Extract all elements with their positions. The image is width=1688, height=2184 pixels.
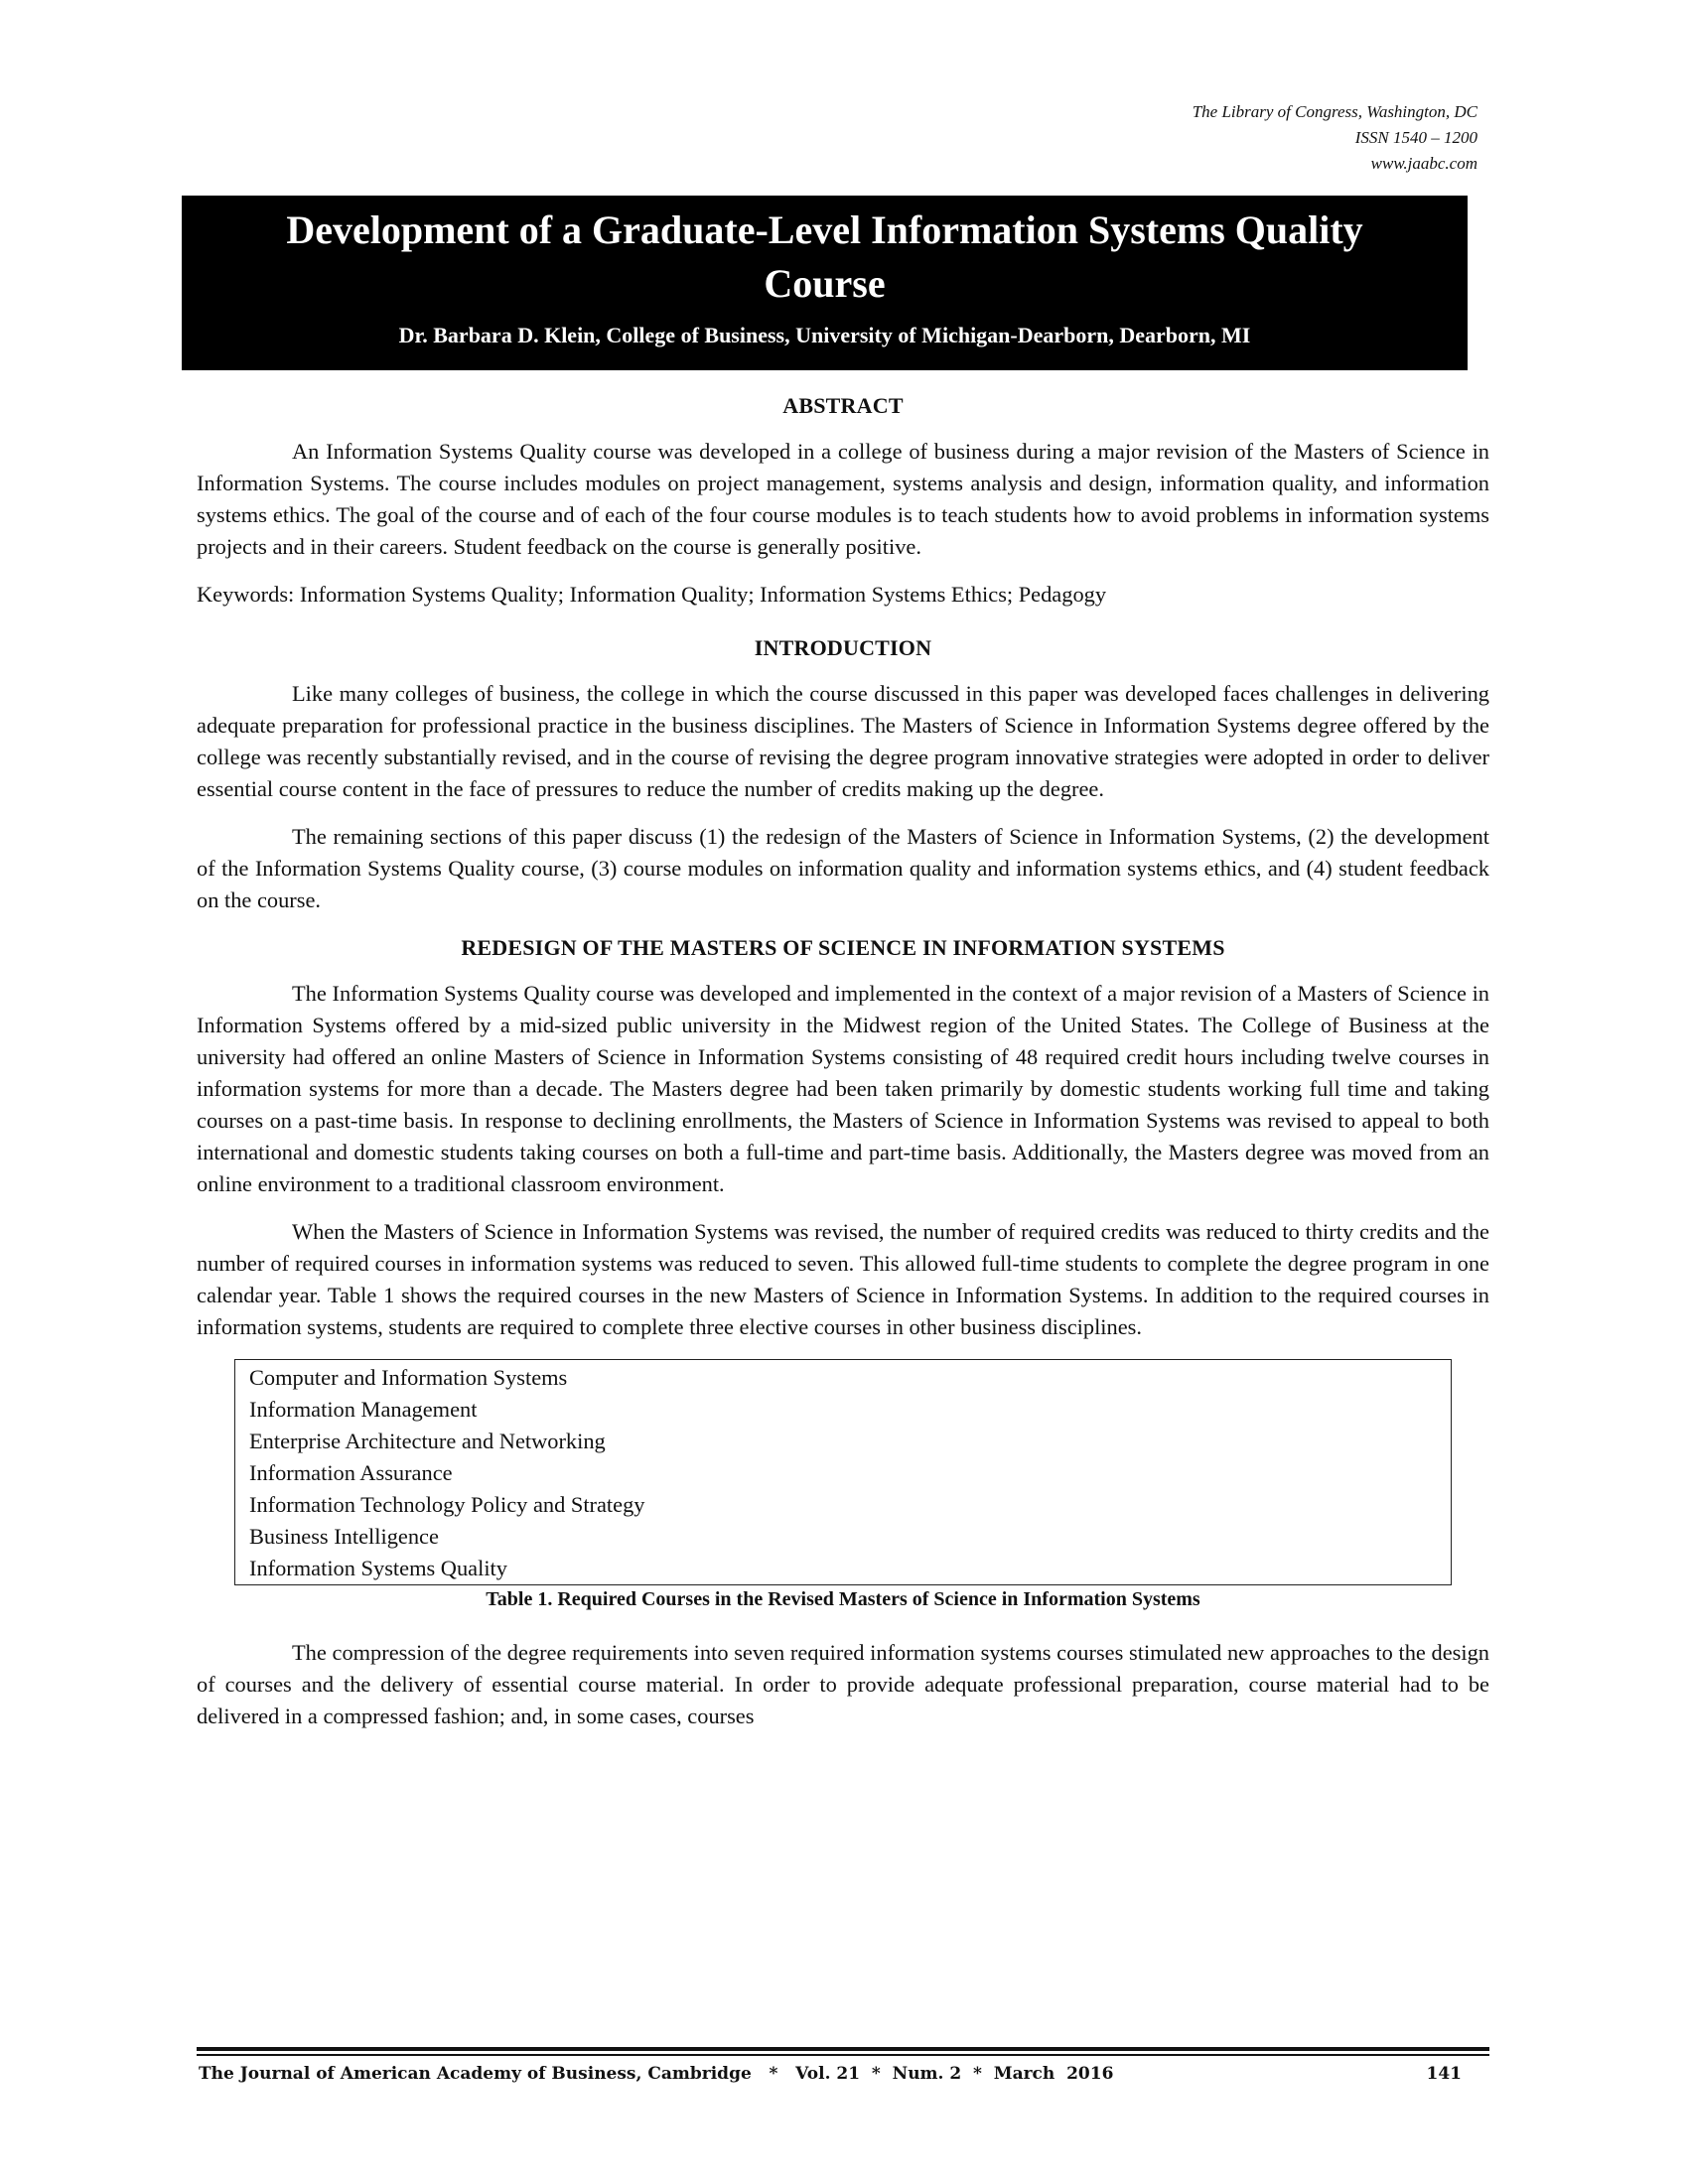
abstract-heading: ABSTRACT [782, 393, 904, 418]
footer-rule-thin [197, 2054, 1489, 2056]
introduction-heading: INTRODUCTION [754, 635, 932, 660]
header-info [1193, 99, 1477, 177]
title-block [182, 196, 1468, 370]
redesign-heading: REDESIGN OF THE MASTERS OF SCIENCE IN INFORMATION SYSTEMS [461, 935, 1225, 960]
footer-journal: The Journal of American Academy of Business, Cambridge * Vol. 21 * Num. 2 * March 2016 [199, 2064, 1114, 2084]
required-courses-table [234, 1359, 1452, 1585]
course-item: Information Systems Quality [249, 1556, 507, 1580]
redesign-paragraph-3: The compression of the degree requirements into seven required information systems courses stimulated new approaches to the design of courses and the delivery of essential course material. In order to provide adequate professional preparation, course material had to be delivered in a compressed fashion; and, in some cases, courses [197, 1640, 1489, 1728]
header-library: The Library of Congress, Washington, DC [1192, 102, 1477, 121]
keywords: Keywords: Information Systems Quality; Information Quality; Information Systems Ethics; Pedagogy [197, 582, 1107, 607]
footer-rule-thick [197, 2047, 1489, 2051]
article-body [197, 390, 1489, 1748]
footer [199, 2064, 1462, 2084]
course-item: Computer and Information Systems [249, 1365, 568, 1390]
page-number: 141 [1426, 2064, 1462, 2084]
author-line: Dr. Barbara D. Klein, College of Business, University of Michigan-Dearborn, Dearborn, MI [398, 323, 1251, 347]
table-caption: Table 1. Required Courses in the Revised Masters of Science in Information Systems [486, 1588, 1200, 1610]
paper-title: Development of a Graduate-Level Information Systems Quality Course [286, 207, 1363, 306]
course-item: Information Technology Policy and Strategy [249, 1492, 645, 1517]
introduction-paragraph-2: The remaining sections of this paper discuss (1) the redesign of the Masters of Science in Information Systems, (2) the development of the Information Systems Quality course, (3) course modules on information quality and information systems ethics, and (4) student feedback on the course. [197, 824, 1489, 912]
introduction-paragraph-1: Like many colleges of business, the college in which the course discussed in this paper was developed faces challenges in delivering adequate preparation for professional practice in the business disciplines. The Masters of Science in Information Systems degree offered by the college was recently substantially revised, and in the course of revising the degree program innovative strategies were adopted in order to deliver essential course content in the face of pressures to reduce the number of credits making up the degree. [197, 681, 1489, 801]
header-website: www.jaabc.com [1370, 154, 1477, 173]
abstract-text: An Information Systems Quality course was developed in a college of business during a major revision of the Masters of Science in Information Systems. The course includes modules on project management, systems analysis and design, information quality, and information systems ethics. The goal of the course and of each of the four course modules is to teach students how to avoid problems in information systems projects and in their careers. Student feedback on the course is generally positive. [197, 439, 1489, 559]
course-item: Business Intelligence [249, 1524, 439, 1549]
redesign-paragraph-2: When the Masters of Science in Information Systems was revised, the number of required credits was reduced to thirty credits and the number of required courses in information systems was reduced to seven. This allowed full-time students to complete the degree program in one calendar year. Table 1 shows the required courses in the new Masters of Science in Information Systems. In addition to the required courses in information systems, students are required to complete three elective courses in other business disciplines. [197, 1219, 1489, 1339]
course-item: Enterprise Architecture and Networking [249, 1429, 606, 1453]
header-issn: ISSN 1540 – 1200 [1354, 128, 1477, 147]
redesign-paragraph-1: The Information Systems Quality course was developed and implemented in the context of a major revision of a Masters of Science in Information Systems offered by a mid-sized public university in the Midwest region of the United States. The College of Business at the university had offered an online Masters of Science in Information Systems consisting of 48 required credit hours including twelve courses in information systems for more than a decade. The Masters degree had been taken primarily by domestic students working full time and taking courses on a past-time basis. In response to declining enrollments, the Masters of Science in Information Systems was revised to appeal to both international and domestic students taking courses on both a full-time and part-time basis. Additionally, the Masters degree was moved from an online environment to a traditional classroom environment. [197, 981, 1489, 1196]
course-item: Information Assurance [249, 1460, 453, 1485]
course-item: Information Management [249, 1397, 478, 1422]
